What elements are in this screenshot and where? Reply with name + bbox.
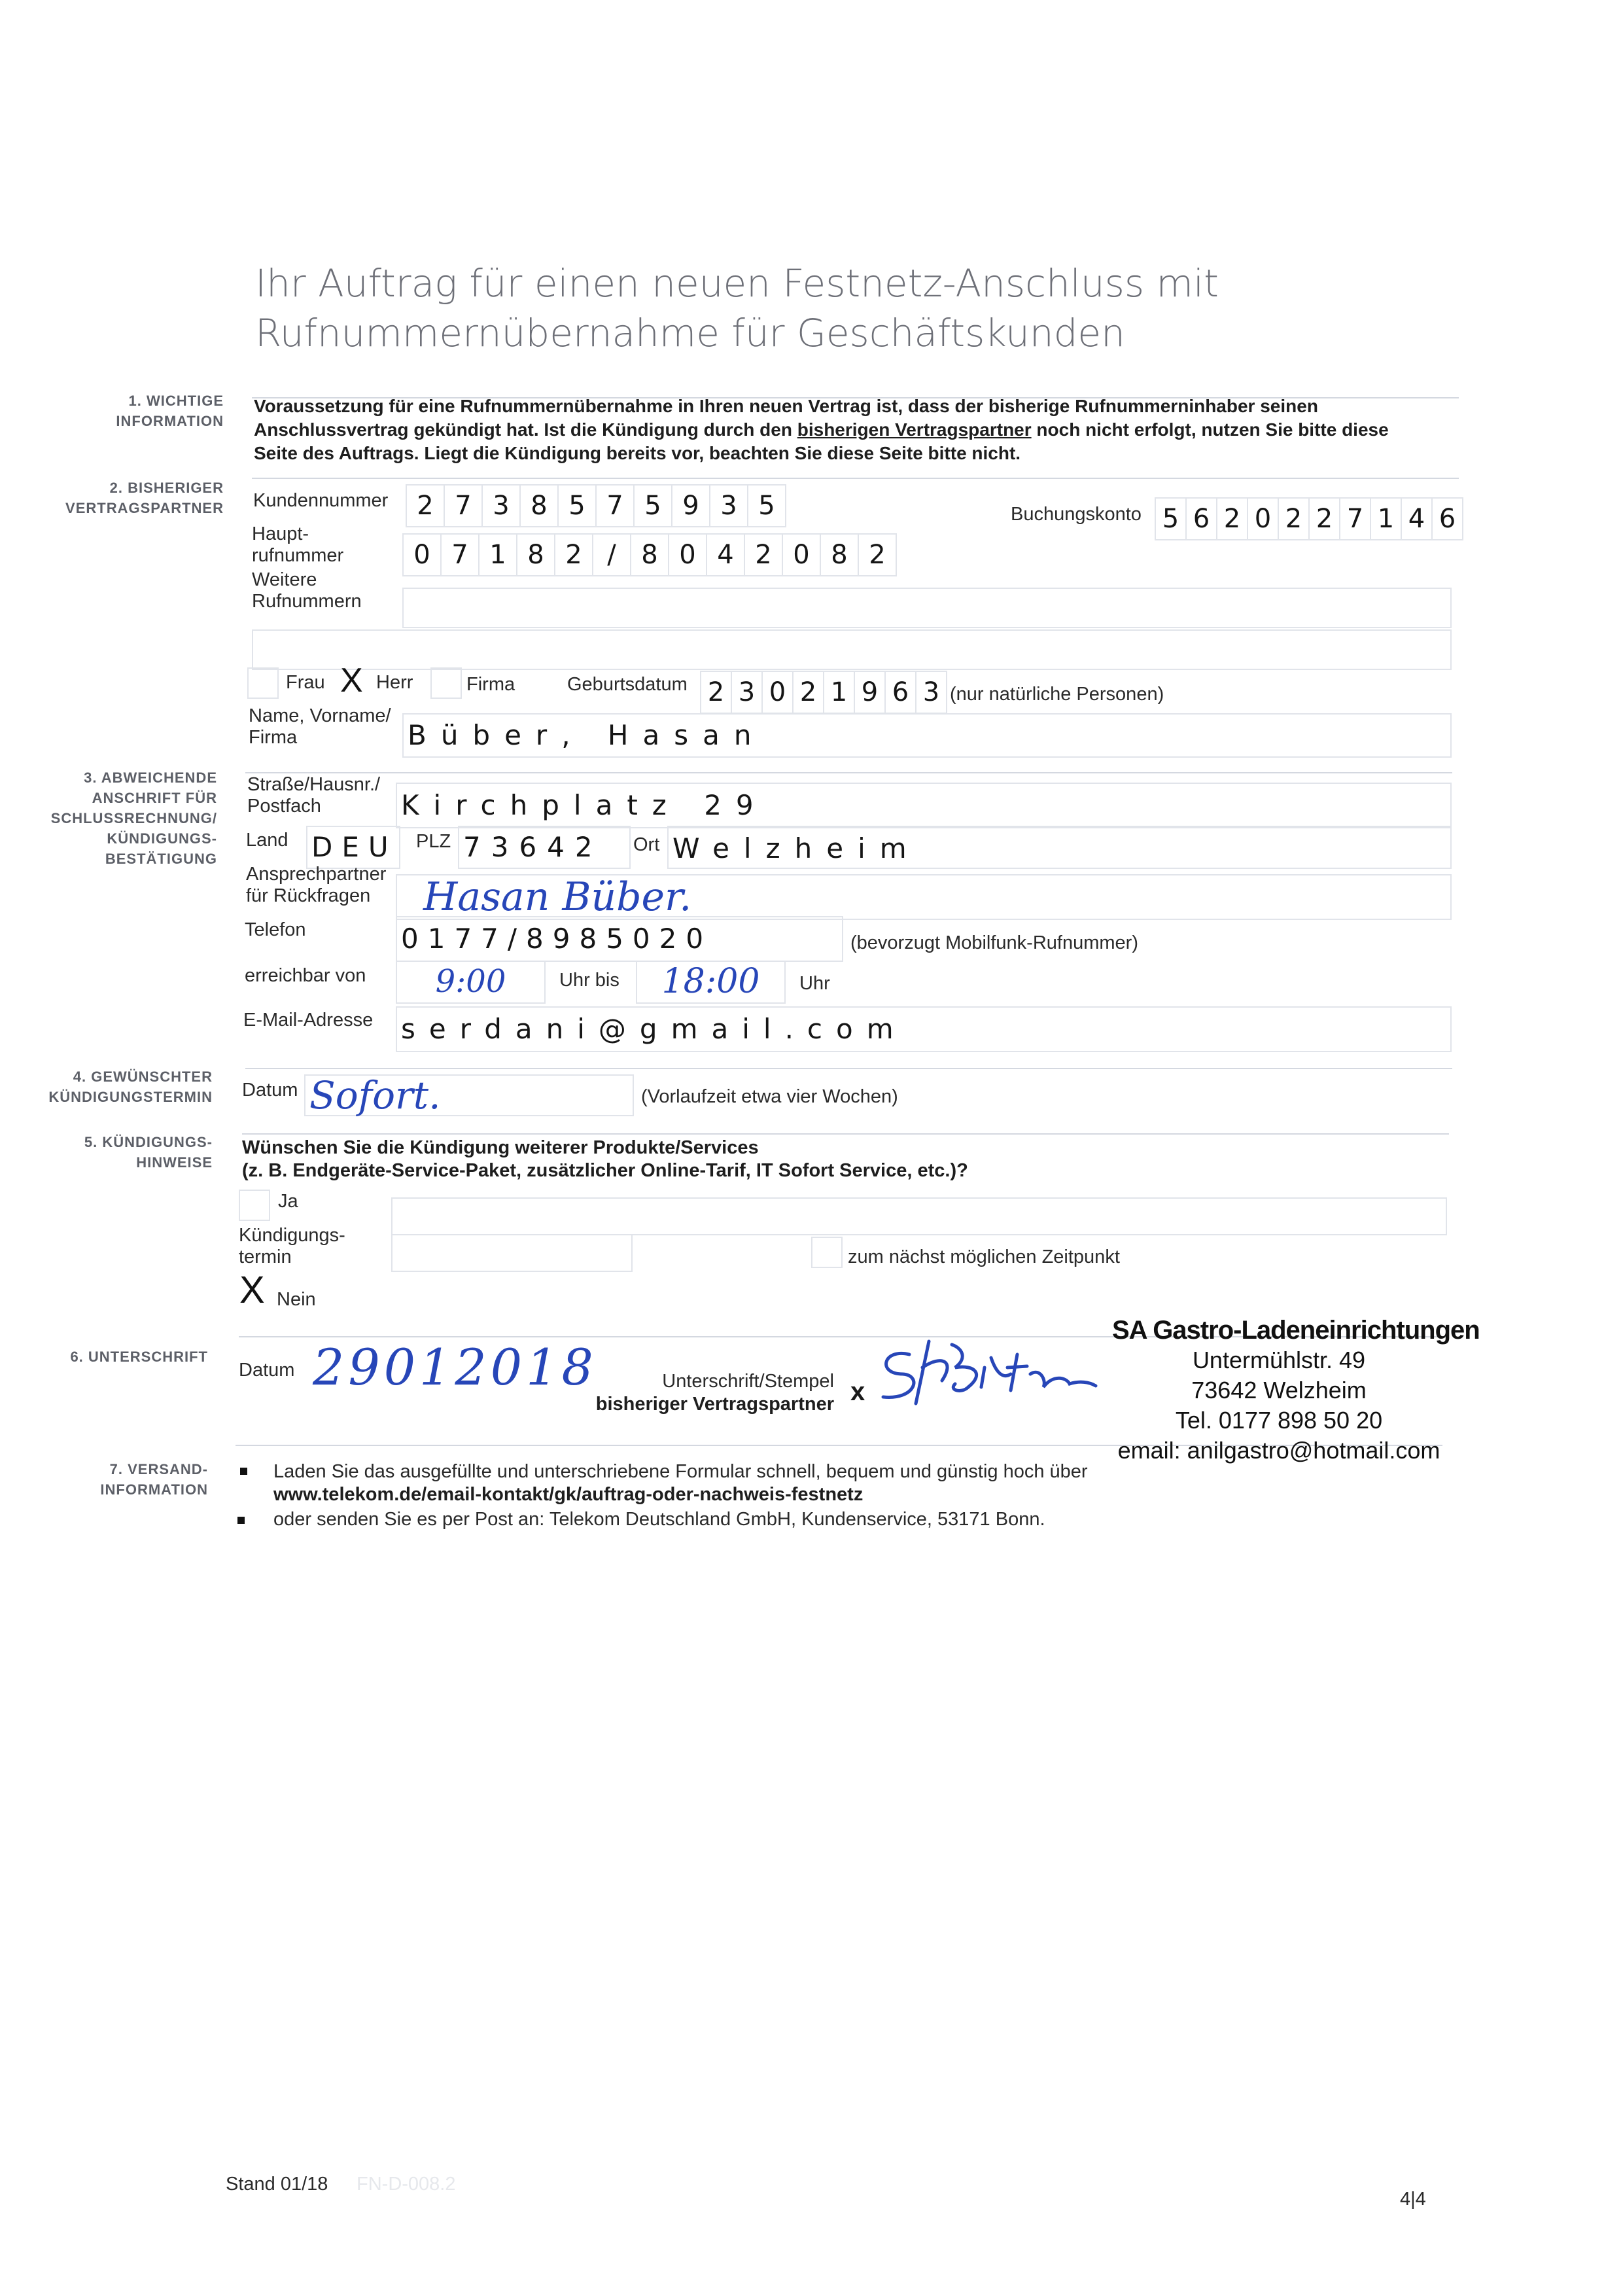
geburtsdatum-label: Geburtsdatum [567, 674, 688, 695]
email-value: serdani@gmail.com [401, 1013, 907, 1045]
land-label: Land [246, 830, 288, 851]
strasse-field[interactable] [396, 783, 1452, 828]
signature-scribble-icon [870, 1328, 1106, 1413]
hauptrufnummer-field[interactable]: 0 7 1 8 2 / 8 0 4 2 0 8 2 [402, 533, 897, 576]
frau-checkbox[interactable] [247, 667, 279, 699]
name-label: Name, Vorname/ Firma [249, 705, 391, 748]
signature-x-mark: x [850, 1377, 865, 1406]
buchungskonto-label: Buchungskonto [1011, 504, 1142, 525]
buchungskonto-field[interactable]: 5 6 2 0 2 2 7 1 4 6 [1155, 497, 1463, 540]
kuendigungstermin-label: Kündigungs- termin [239, 1225, 345, 1267]
email-field[interactable] [396, 1006, 1452, 1052]
erreichbar-von-field[interactable] [396, 961, 546, 1004]
land-value: DEU [311, 831, 398, 863]
naechst-moeglich-checkbox[interactable] [811, 1237, 843, 1268]
stamp-city: 73642 Welzheim [1191, 1377, 1367, 1404]
section-label-3: 3. ABWEICHENDE ANSCHRIFT FÜR SCHLUSSRECHNUNG/ KÜNDIGUNGS- BESTÄTIGUNG [50, 769, 217, 867]
plz-label: PLZ [416, 831, 451, 852]
upload-link[interactable]: www.telekom.de/email-kontakt/gk/auftrag-oder-nachweis-festnetz [273, 1484, 864, 1505]
weitere-rufnummern-field-2[interactable] [252, 629, 1452, 670]
herr-label: Herr [376, 672, 413, 693]
frau-label: Frau [286, 672, 325, 693]
telefon-label: Telefon [245, 919, 306, 940]
ja-checkbox[interactable] [239, 1190, 270, 1221]
plz-value: 73642 [463, 831, 603, 863]
divider [242, 1133, 1449, 1135]
ansprechpartner-field[interactable] [396, 874, 1452, 920]
kundennummer-field[interactable]: 2 7 3 8 5 7 5 9 3 5 [406, 484, 786, 527]
firma-label: Firma [466, 674, 515, 695]
naechst-moeglich-label: zum nächst möglichen Zeitpunkt [848, 1246, 1120, 1267]
info-paragraph [254, 395, 1389, 465]
partner-link[interactable]: bisherigen Vertragspartner [797, 419, 1032, 440]
stamp-email: email: anilgastro@hotmail.com [1117, 1437, 1440, 1464]
telefon-value: 0177/8985020 [401, 923, 713, 955]
kundennummer-label: Kundennummer [253, 490, 389, 511]
uhr-label: Uhr [799, 973, 830, 994]
email-label: E-Mail-Adresse [243, 1010, 374, 1031]
page-title [255, 258, 1433, 358]
section-label-1: 1. WICHTIGE INFORMATION [116, 393, 224, 429]
erreichbar-bis-value: 18:00 [661, 962, 760, 1001]
unterschrift-datum-value: 29012018 [313, 1338, 597, 1396]
company-stamp [1112, 1315, 1480, 1466]
section-label-7: 7. VERSAND- INFORMATION [100, 1461, 208, 1498]
title-line-1: Ihr Auftrag für einen neuen Festnetz-Anschluss mit [255, 261, 1219, 306]
vorlaufzeit-hint: (Vorlaufzeit etwa vier Wochen) [641, 1086, 898, 1107]
ort-value: Welzheim [672, 832, 921, 864]
divider [252, 478, 1459, 479]
plz-field[interactable] [458, 826, 631, 869]
nein-checkbox-mark[interactable]: X [239, 1269, 265, 1311]
strasse-label: Straße/Hausnr./ Postfach [247, 774, 381, 817]
mobilfunk-hint: (bevorzugt Mobilfunk-Rufnummer) [850, 932, 1138, 953]
weitere-produkte-question: Wünschen Sie die Kündigung weiterer Produkte/Services (z. B. Endgeräte-Service-Paket, zusätzlicher Online-Tarif, IT Sofort Service, etc.)? [242, 1137, 968, 1181]
termin-datum-value: Sofort. [309, 1073, 441, 1118]
ansprechpartner-value: Hasan Büber. [423, 874, 692, 920]
erreichbar-label: erreichbar von [245, 965, 366, 986]
weitere-produkte-field[interactable] [391, 1197, 1447, 1235]
hauptrufnummer-label: Haupt- rufnummer [252, 523, 344, 566]
bullet-icon [240, 1468, 247, 1475]
info-line-1: Voraussetzung für eine Rufnummernübernahme in Ihren neuen Vertrag ist, dass der bisherige Rufnummerninhaber seinen [254, 396, 1318, 416]
divider [245, 1068, 1452, 1069]
telefon-field[interactable] [396, 916, 843, 962]
erreichbar-von-value: 9:00 [435, 963, 506, 1000]
bullet-icon [237, 1517, 245, 1524]
herr-checkbox-mark[interactable]: X [340, 662, 363, 699]
title-line-2: Rufnummernübernahme für Geschäftskunden [255, 311, 1125, 355]
termin-datum-label: Datum [242, 1080, 298, 1101]
stamp-company-name: SA Gastro-Ladeneinrichtungen [1112, 1316, 1480, 1345]
natuerliche-personen-hint: (nur natürliche Personen) [950, 684, 1164, 705]
section-label-5: 5. KÜNDIGUNGS- HINWEISE [84, 1134, 213, 1171]
stamp-street: Untermühlstr. 49 [1192, 1347, 1366, 1373]
land-field[interactable] [306, 826, 400, 869]
weitere-rufnummern-label: Weitere Rufnummern [252, 569, 362, 612]
unterschrift-label: Unterschrift/Stempel [662, 1371, 834, 1392]
ja-label: Ja [278, 1191, 298, 1212]
ort-label: Ort [633, 834, 660, 855]
ansprechpartner-label: Ansprechpartner für Rückfragen [246, 864, 387, 906]
termin-datum-field[interactable] [304, 1074, 634, 1116]
info-line-3: Seite des Auftrags. Liegt die Kündigung bereits vor, beachten Sie diese Seite bitte nicht. [254, 443, 1021, 463]
name-field[interactable] [402, 713, 1452, 758]
weitere-rufnummern-field[interactable] [402, 588, 1452, 628]
page-number: 4|4 [1400, 2189, 1426, 2210]
form-code: FN-D-008.2 [357, 2174, 456, 2195]
section-label-4: 4. GEWÜNSCHTER KÜNDIGUNGSTERMIN [48, 1069, 213, 1105]
kuendigungstermin-field[interactable] [391, 1234, 633, 1272]
info-line-2: Anschlussvertrag gekündigt hat. Ist die Kündigung durch den bisherigen Vertragspartner noch nicht erfolgt, nutzen Sie bitte diese [254, 419, 1389, 440]
strasse-value: Kirchplatz 29 [401, 789, 768, 821]
ort-field[interactable] [667, 826, 1452, 869]
section-label-6: 6. UNTERSCHRIFT [70, 1349, 208, 1365]
unterschrift-datum-label: Datum [239, 1360, 295, 1381]
section-label-2: 2. BISHERIGER VERTRAGSPARTNER [65, 480, 224, 516]
versand-bullet-2: oder senden Sie es per Post an: Telekom Deutschland GmbH, Kundenservice, 53171 Bonn. [273, 1509, 1045, 1530]
bisheriger-vertragspartner-label: bisheriger Vertragspartner [595, 1394, 834, 1415]
firma-checkbox[interactable] [430, 667, 462, 699]
stand-label: Stand 01/18 [226, 2174, 328, 2195]
geburtsdatum-field[interactable]: 2 3 0 2 1 9 6 3 [700, 671, 947, 714]
name-value: Büber, Hasan [408, 719, 766, 751]
stamp-tel: Tel. 0177 898 50 20 [1175, 1407, 1383, 1434]
versand-bullet-1: Laden Sie das ausgefüllte und unterschriebene Formular schnell, bequem und günstig hoch über www.telekom.de/email-kontakt/gk/auftrag-oder-nachweis-festnetz [273, 1461, 1088, 1505]
erreichbar-bis-field[interactable] [636, 961, 786, 1004]
divider [245, 772, 1452, 773]
nein-label: Nein [277, 1289, 316, 1310]
uhr-bis-label: Uhr bis [559, 970, 620, 991]
